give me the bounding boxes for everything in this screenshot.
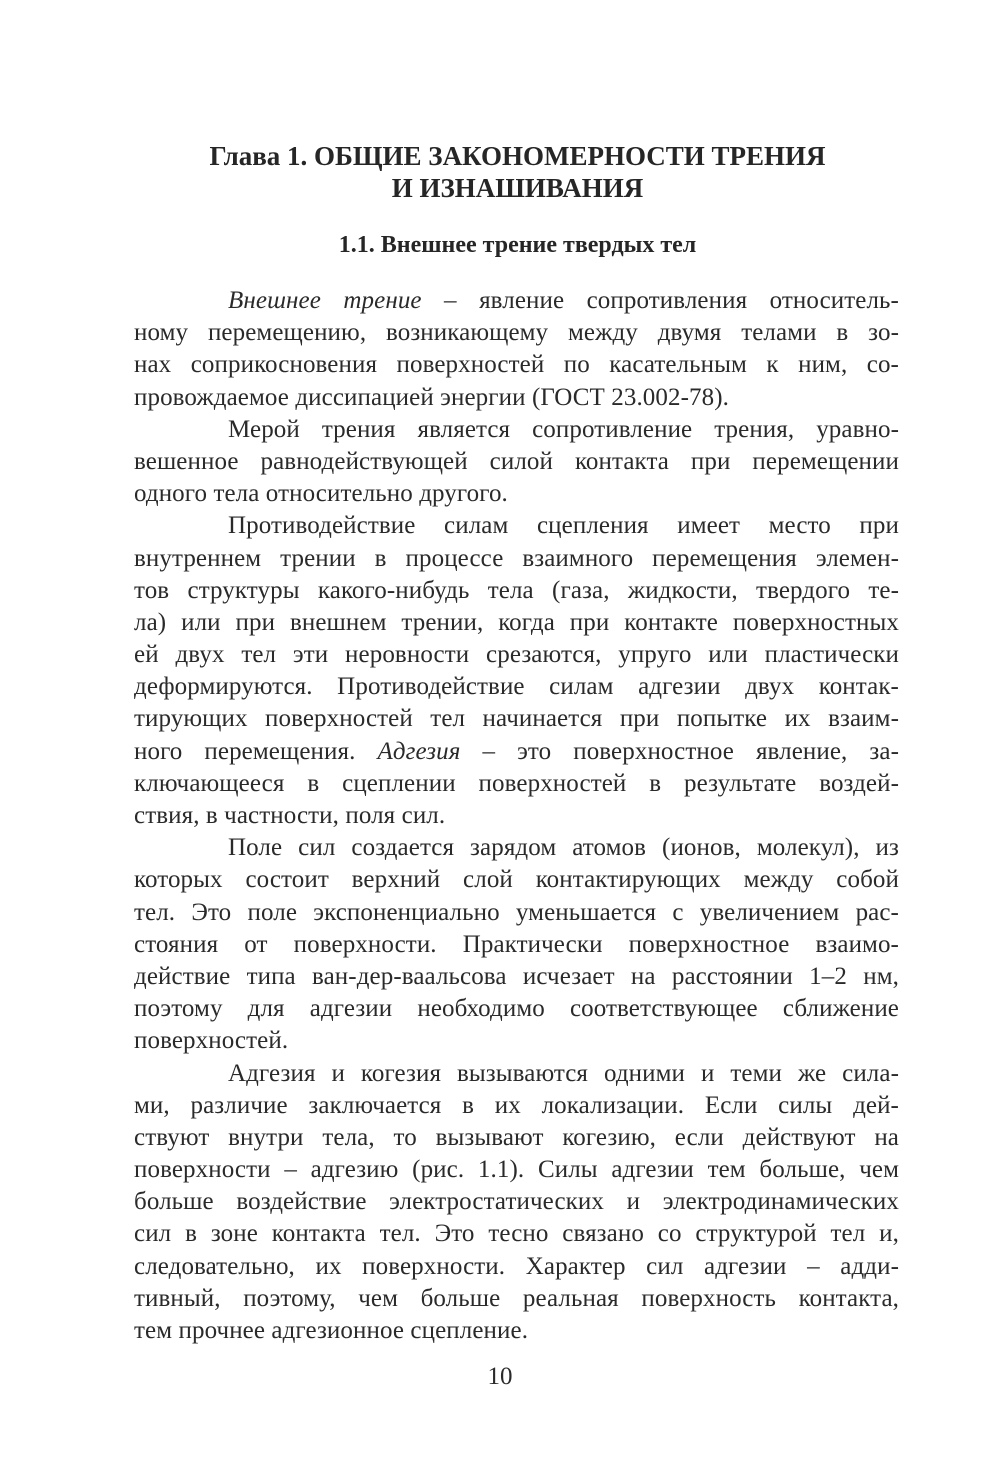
- text-line: действие типа ван-дер-ваальсова исчезает на расстоянии 1–2 нм,: [134, 962, 899, 990]
- page-number: 10: [487, 1363, 513, 1390]
- text-line: нах соприкосновения поверхностей по касательным к ним, со-: [134, 351, 899, 379]
- text-line: Внешнее трение – явление сопротивления относитель-: [228, 287, 899, 314]
- text-line: тел. Это поле экспоненциально уменьшается с увеличением рас-: [134, 898, 899, 926]
- text-line: следовательно, их поверхности. Характер сил адгезии – адди-: [134, 1252, 899, 1280]
- text-line: тем прочнее адгезионное сцепление.: [134, 1317, 529, 1344]
- text-line: ствия, в частности, поля сил.: [134, 802, 446, 829]
- text-line: Противодействие силам сцепления имеет место при: [228, 512, 899, 540]
- text-line: тивный, поэтому, чем больше реальная поверхность контакта,: [134, 1284, 899, 1312]
- body-text: [134, 285, 899, 1347]
- text-line: больше воздействие электростатических и электродинамических: [134, 1188, 899, 1216]
- section-title: 1.1. Внешнее трение твердых тел: [338, 232, 697, 258]
- text-line: тов структуры какого-нибудь тела (газа, жидкости, твердого те-: [134, 576, 899, 604]
- text-line: поверхностей.: [134, 1027, 289, 1055]
- chapter-title-line-2: И ИЗНАШИВАНИЯ: [391, 173, 644, 203]
- text-line: ствуют внутри тела, то вызывают когезию, если действуют на: [134, 1123, 899, 1151]
- text-line: Поле сил создается зарядом атомов (ионов, молекул), из: [228, 834, 899, 862]
- text-line: Адгезия и когезия вызываются одними и теми же сила-: [228, 1059, 899, 1087]
- chapter-title-line-1: Глава 1. ОБЩИЕ ЗАКОНОМЕРНОСТИ ТРЕНИЯ: [209, 141, 826, 171]
- text-line: ному перемещению, возникающему между двумя телами в зо-: [134, 319, 899, 347]
- text-line: ми, различие заключается в их локализации. Если силы дей-: [134, 1091, 899, 1119]
- text-line: стояния от поверхности. Практически поверхностное взаимо-: [134, 930, 899, 958]
- text-line: поэтому для адгезии необходимо соответствующее сближение: [134, 995, 899, 1023]
- text-line: провождаемое диссипацией энергии (ГОСТ 23.002-78).: [134, 383, 730, 411]
- text-line: ного перемещения. Адгезия – это поверхностное явление, за-: [134, 737, 900, 765]
- text-line: ключающееся в сцеплении поверхностей в результате воздей-: [134, 769, 899, 797]
- text-line: ла) или при внешнем трении, когда при контакте поверхностных: [134, 608, 899, 636]
- text-line: одного тела относительно другого.: [134, 480, 508, 508]
- text-line: ей двух тел эти неровности срезаются, упруго или пластически: [134, 641, 899, 669]
- text-line: внутреннем трении в процессе взаимного перемещения элемен-: [134, 544, 899, 572]
- text-line: поверхности – адгезию (рис. 1.1). Силы адгезии тем больше, чем: [134, 1156, 899, 1184]
- term-adhesion: Адгезия: [377, 737, 461, 765]
- text-line: которых состоит верхний слой контактирующих между собой: [134, 866, 899, 894]
- text-line: деформируются. Противодействие силам адгезии двух контак-: [134, 673, 899, 701]
- text-line: сил в зоне контакта тел. Это тесно связано со структурой тел и,: [134, 1220, 899, 1248]
- chapter-title: [130, 140, 905, 204]
- text-line: Мерой трения является сопротивление трения, уравно-: [228, 415, 899, 443]
- term-external-friction: Внешнее трение: [228, 287, 422, 314]
- text-line: вешенное равнодействующей силой контакта при перемещении: [134, 447, 899, 475]
- text-line: тирующих поверхностей тел начинается при попытке их взаим-: [134, 705, 899, 733]
